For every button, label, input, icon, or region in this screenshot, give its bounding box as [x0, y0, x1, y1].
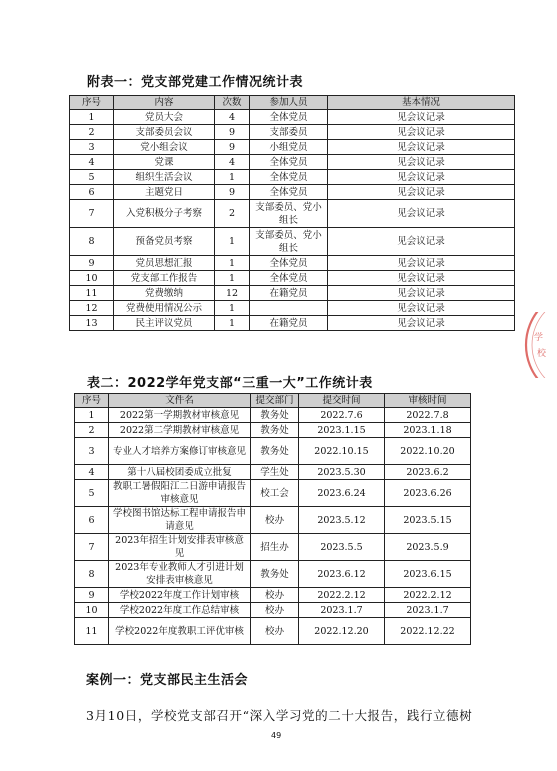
table-cell: 3: [75, 438, 109, 465]
table-cell: 教务处: [251, 561, 299, 588]
table-cell: 2023.1.15: [299, 423, 385, 438]
table-cell: 支部委员、党小组长: [250, 200, 328, 228]
table-cell: 1: [215, 228, 250, 256]
table-cell: 见会议记录: [328, 271, 515, 286]
table-cell: 1: [215, 316, 250, 331]
table-cell: 入党积极分子考察: [114, 200, 215, 228]
column-header: 参加人员: [250, 96, 328, 110]
table-row: [75, 618, 471, 645]
table-cell: [250, 301, 328, 316]
table-cell: 11: [70, 286, 114, 301]
table-cell: 招生办: [251, 534, 299, 561]
table-cell: 支部委员、党小组长: [250, 228, 328, 256]
table-row: [70, 200, 515, 228]
table-cell: 校办: [251, 588, 299, 603]
table-cell: 13: [70, 316, 114, 331]
table-cell: 2022.10.20: [385, 438, 471, 465]
table-cell: 学校图书馆达标工程申请报告申请意见: [109, 507, 251, 534]
table-cell: 2023.5.15: [385, 507, 471, 534]
svg-text:校: 校: [537, 349, 547, 359]
table-cell: 党小组会议: [114, 140, 215, 155]
table-cell: 支部委员会议: [114, 125, 215, 140]
table-cell: 在籍党员: [250, 316, 328, 331]
table-cell: 支部委员: [250, 125, 328, 140]
table-cell: 5: [75, 480, 109, 507]
case-title: 案例一：党支部民主生活会: [86, 673, 249, 688]
table-cell: 党员思想汇报: [114, 256, 215, 271]
table-cell: 4: [215, 110, 250, 125]
table-cell: 校工会: [251, 480, 299, 507]
table-row: [75, 534, 471, 561]
table-cell: 2022.2.12: [385, 588, 471, 603]
table-row: [75, 588, 471, 603]
table-row: [70, 286, 515, 301]
table-header-row: [75, 394, 471, 408]
table-cell: 9: [215, 140, 250, 155]
table-row: [75, 423, 471, 438]
table-cell: 校办: [251, 507, 299, 534]
table-cell: 2022第二学期教材审核意见: [109, 423, 251, 438]
table-row: [70, 140, 515, 155]
svg-text:学: 学: [534, 333, 544, 343]
table-cell: 党课: [114, 155, 215, 170]
page-number: 49: [271, 731, 282, 740]
table-cell: 2023.1.18: [385, 423, 471, 438]
table-cell: 12: [70, 301, 114, 316]
table-cell: 1: [215, 271, 250, 286]
table-cell: 4: [75, 465, 109, 480]
table-cell: 4: [215, 155, 250, 170]
table-cell: 党员大会: [114, 110, 215, 125]
table-cell: 教职工暑假阳江二日游申请报告审核意见: [109, 480, 251, 507]
table-row: [70, 271, 515, 286]
table-row: [70, 256, 515, 271]
three-major-one-large-table: [74, 393, 471, 645]
table-cell: 2023.5.9: [385, 534, 471, 561]
table-cell: 2022.12.22: [385, 618, 471, 645]
table-cell: 主题党日: [114, 185, 215, 200]
table-cell: 校办: [251, 618, 299, 645]
table-cell: 见会议记录: [328, 301, 515, 316]
table-cell: 见会议记录: [328, 155, 515, 170]
table-cell: 2023.6.24: [299, 480, 385, 507]
table-cell: 在籍党员: [250, 286, 328, 301]
table-cell: 学校2022年度工作计划审核: [109, 588, 251, 603]
table-row: [70, 185, 515, 200]
table-row: [70, 170, 515, 185]
table-cell: 2023.6.15: [385, 561, 471, 588]
table-cell: 学生处: [251, 465, 299, 480]
table-cell: 见会议记录: [328, 125, 515, 140]
table-cell: 教务处: [251, 438, 299, 465]
table-cell: 全体党员: [250, 170, 328, 185]
table-cell: 6: [75, 507, 109, 534]
table-row: [75, 465, 471, 480]
party-work-stats-table: [69, 95, 515, 331]
table-cell: 7: [75, 534, 109, 561]
table-cell: 2023.5.12: [299, 507, 385, 534]
table-cell: 2022.7.6: [299, 408, 385, 423]
table-cell: 党费使用情况公示: [114, 301, 215, 316]
table-cell: 见会议记录: [328, 185, 515, 200]
column-header: 次数: [215, 96, 250, 110]
table-cell: 见会议记录: [328, 228, 515, 256]
table-cell: 2023年招生计划安排表审核意见: [109, 534, 251, 561]
table-cell: 专业人才培养方案修订审核意见: [109, 438, 251, 465]
column-header: 基本情况: [328, 96, 515, 110]
table-cell: 1: [75, 408, 109, 423]
table-cell: 见会议记录: [328, 286, 515, 301]
table-cell: 预备党员考察: [114, 228, 215, 256]
table-row: [75, 603, 471, 618]
table-cell: 见会议记录: [328, 200, 515, 228]
column-header: 序号: [70, 96, 114, 110]
table-row: [70, 155, 515, 170]
table-cell: 2023.5.5: [299, 534, 385, 561]
table-cell: 2022.10.15: [299, 438, 385, 465]
column-header: 审核时间: [385, 394, 471, 408]
table-cell: 组织生活会议: [114, 170, 215, 185]
table-row: [70, 228, 515, 256]
table-cell: 见会议记录: [328, 256, 515, 271]
table-cell: 9: [215, 185, 250, 200]
column-header: 提交时间: [299, 394, 385, 408]
table-cell: 2022.2.12: [299, 588, 385, 603]
table-cell: 11: [75, 618, 109, 645]
table-row: [70, 301, 515, 316]
column-header: 内容: [114, 96, 215, 110]
table-cell: 2023.1.7: [385, 603, 471, 618]
table-cell: 校办: [251, 603, 299, 618]
table-cell: 1: [215, 256, 250, 271]
table-cell: 2023.6.2: [385, 465, 471, 480]
table-cell: 第十八届校团委成立批复: [109, 465, 251, 480]
table-cell: 10: [75, 603, 109, 618]
table-row: [75, 507, 471, 534]
table-cell: 全体党员: [250, 185, 328, 200]
table-cell: 8: [70, 228, 114, 256]
table-cell: 见会议记录: [328, 316, 515, 331]
table-cell: 8: [75, 561, 109, 588]
table-cell: 学校2022年度教职工评优审核: [109, 618, 251, 645]
column-header: 文件名: [109, 394, 251, 408]
table-cell: 9: [215, 125, 250, 140]
table-cell: 9: [75, 588, 109, 603]
table-cell: 5: [70, 170, 114, 185]
table-cell: 2023年专业教师人才引进计划安排表审核意见: [109, 561, 251, 588]
table-cell: 见会议记录: [328, 170, 515, 185]
table-cell: 1: [70, 110, 114, 125]
table-row: [75, 561, 471, 588]
table-cell: 1: [215, 170, 250, 185]
table-cell: 教务处: [251, 423, 299, 438]
table-cell: 9: [70, 256, 114, 271]
table-cell: 12: [215, 286, 250, 301]
table-cell: 2023.6.12: [299, 561, 385, 588]
table-cell: 见会议记录: [328, 140, 515, 155]
table-cell: 2023.5.30: [299, 465, 385, 480]
table-cell: 3: [70, 140, 114, 155]
table-cell: 教务处: [251, 408, 299, 423]
table-row: [75, 408, 471, 423]
table-row: [70, 125, 515, 140]
table-row: [70, 316, 515, 331]
table-row: [75, 438, 471, 465]
table-row: [75, 480, 471, 507]
table-cell: 学校2022年度工作总结审核: [109, 603, 251, 618]
table-cell: 民主评议党员: [114, 316, 215, 331]
table-cell: 6: [70, 185, 114, 200]
table-cell: 见会议记录: [328, 110, 515, 125]
column-header: 序号: [75, 394, 109, 408]
table-cell: 小组党员: [250, 140, 328, 155]
table-cell: 2: [75, 423, 109, 438]
body-paragraph: 3月10日，学校党支部召开“深入学习党的二十大报告，践行立德树: [86, 708, 473, 723]
table-cell: 全体党员: [250, 271, 328, 286]
table-header-row: [70, 96, 515, 110]
table-cell: 1: [215, 301, 250, 316]
table-cell: 7: [70, 200, 114, 228]
table-cell: 4: [70, 155, 114, 170]
table-cell: 党支部工作报告: [114, 271, 215, 286]
table-cell: 2: [70, 125, 114, 140]
table-cell: 2022.12.20: [299, 618, 385, 645]
table-cell: 2022第一学期教材审核意见: [109, 408, 251, 423]
table1-title: 附表一：党支部党建工作情况统计表: [87, 75, 304, 90]
official-seal-stamp: [523, 312, 557, 378]
table-cell: 2023.1.7: [299, 603, 385, 618]
table2-title: 表二：2022学年党支部“三重一大”工作统计表: [87, 376, 373, 391]
table-cell: 全体党员: [250, 256, 328, 271]
column-header: 提交部门: [251, 394, 299, 408]
table-cell: 全体党员: [250, 155, 328, 170]
table-cell: 2023.6.26: [385, 480, 471, 507]
table-cell: 2: [215, 200, 250, 228]
table-cell: 全体党员: [250, 110, 328, 125]
table-row: [70, 110, 515, 125]
table-cell: 10: [70, 271, 114, 286]
table-cell: 党费缴纳: [114, 286, 215, 301]
table-cell: 2022.7.8: [385, 408, 471, 423]
